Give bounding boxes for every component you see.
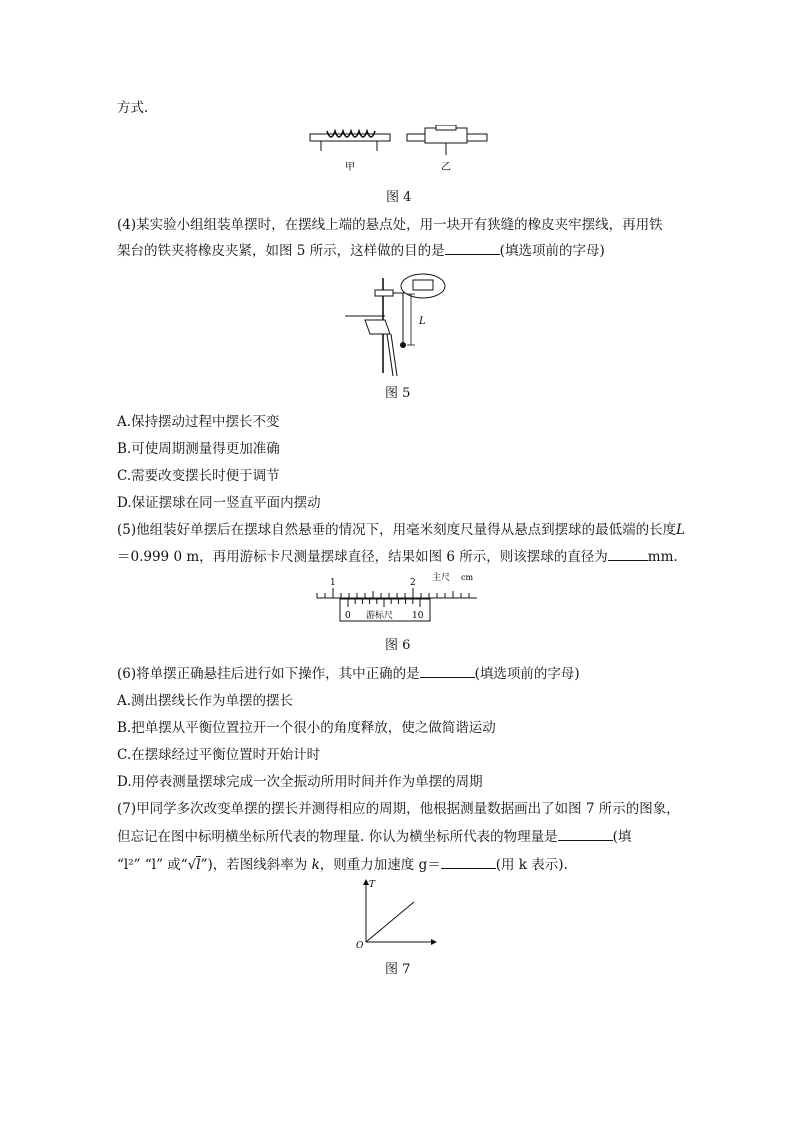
q4-line2-tail: (填选项前的字母): [499, 243, 605, 259]
q7-quote-open: “: [180, 857, 188, 873]
figure-6: [312, 568, 482, 626]
q5-line1: [117, 518, 685, 538]
q6-line1-tail: (填选项前的字母): [474, 666, 580, 682]
sqrt-icon: √: [187, 857, 197, 873]
q6-line1: [117, 662, 580, 682]
q7-line3-end: (用 k 表示).: [495, 857, 568, 873]
q7-line2: [117, 825, 631, 845]
q7-answer-blank-2[interactable]: [441, 856, 496, 869]
q4-answer-blank[interactable]: [445, 242, 500, 255]
q5-line2-text: ＝0.999 0 m，再用游标卡尺测量摆球直径，结果如图 6 所示，则该摆球的直径为: [117, 549, 608, 565]
fig4-jia-coil: [310, 131, 390, 151]
fig4-caption: 图 4: [386, 190, 412, 205]
q7-line3: [117, 853, 568, 873]
q6-option-d: D.用停表测量摆球完成一次全振动所用时间并作为单摆的周期: [117, 774, 483, 790]
q6-line1-text: (6)将单摆正确悬挂后进行如下操作，其中正确的是: [117, 666, 420, 682]
q4-option-a: A.保持摆动过程中摆长不变: [117, 414, 280, 430]
fig5-label-L: L: [419, 316, 426, 327]
fig7-axis-T: T: [369, 880, 376, 890]
q5-var-L: L: [676, 522, 686, 538]
q7-quote-close: ”: [200, 857, 208, 873]
fig4-yi-clamp: [407, 125, 487, 155]
q7-or: 或: [167, 857, 181, 873]
q7-answer-blank-1[interactable]: [558, 828, 613, 841]
q5-line2: [117, 545, 678, 565]
q6-option-a: A.测出摆线长作为单摆的摆长: [117, 693, 294, 709]
fig4-label-yi: 乙: [441, 162, 451, 173]
fig7-caption: 图 7: [385, 962, 411, 977]
fig6-vernier-10: 10: [412, 611, 424, 621]
q4-line1: (4)某实验小组组装单摆时，在摆线上端的悬点处，用一块开有狭缝的橡皮夹牢摆线，再用铁: [117, 217, 663, 233]
q7-option-l-squared: “l²”: [117, 857, 141, 873]
q5-line2-tail: mm.: [647, 549, 678, 565]
q4-option-c: C.需要改变摆长时便于调节: [117, 468, 280, 484]
q7-var-k: k: [311, 857, 320, 873]
q5-answer-blank[interactable]: [608, 548, 648, 561]
figure-4: [305, 125, 495, 175]
fig7-graph-line: [366, 902, 414, 942]
fig6-caption: 图 6: [385, 638, 411, 653]
fig6-vernier-0: 0: [345, 611, 351, 621]
fig6-unit: cm: [461, 573, 474, 582]
fig6-vernier-label: 游标尺: [366, 611, 394, 621]
q7-line1: (7)甲同学多次改变单摆的摆长并测得相应的周期，他根据测量数据画出了如图 7 所示的图象，: [117, 801, 680, 817]
fig5-caption: 图 5: [385, 386, 411, 401]
q7-line2-text: 但忘记在图中标明横坐标所代表的物理量. 你认为横坐标所代表的物理量是: [117, 829, 558, 845]
q5-line1-text: (5)他组装好单摆后在摆球自然悬垂的情况下，用毫米刻度尺量得从悬点到摆球的最低端的长度: [117, 522, 677, 538]
q6-option-c: C.在摆球经过平衡位置时开始计时: [117, 747, 321, 763]
q4-option-b: B.可使周期测量得更加准确: [117, 441, 280, 457]
fig6-main-scale-ticks: [317, 588, 469, 598]
q6-option-b: B.把单摆从平衡位置拉开一个很小的角度释放，使之做简谐运动: [117, 720, 496, 736]
q7-line2-tail: (填: [612, 829, 632, 845]
q7-sqrt-var: l: [196, 857, 201, 873]
top-text: 方式.: [117, 100, 149, 116]
q7-option-l: “l”: [144, 857, 163, 873]
q4-line2-text: 架台的铁夹将橡皮夹紧，如图 5 所示，这样做的目的是: [117, 243, 445, 259]
fig6-main-tick-1: 1: [330, 578, 336, 588]
q4-option-d: D.保证摆球在同一竖直平面内摆动: [117, 495, 321, 511]
fig7-origin: O: [356, 941, 364, 950]
fig6-main-label: 主尺: [432, 573, 451, 583]
fig4-label-jia: 甲: [345, 162, 355, 173]
q7-line3-mid: )，若图线斜率为: [207, 857, 308, 873]
q6-answer-blank[interactable]: [420, 665, 475, 678]
figure-5: [345, 268, 450, 378]
q4-line2: [117, 239, 605, 259]
figure-7: [352, 876, 437, 950]
q7-line3-g: ，则重力加速度 g＝: [319, 857, 441, 873]
fig6-main-tick-2: 2: [410, 578, 416, 588]
